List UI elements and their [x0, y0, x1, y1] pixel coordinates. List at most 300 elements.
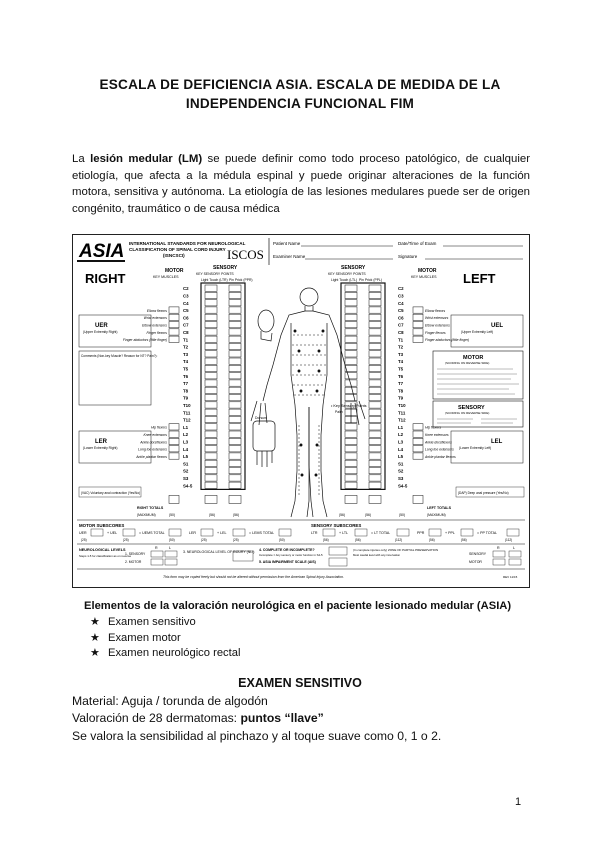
vac-label: (VAC) Voluntary anal contraction (Yes/No): [81, 491, 141, 495]
score-cell: [229, 446, 241, 452]
score-cell: [369, 358, 381, 364]
motor-left-column: [413, 307, 423, 504]
score-cell: [369, 402, 381, 408]
level-label-right: S1: [183, 461, 189, 467]
score-cell: [229, 373, 241, 379]
complete-label: 4. COMPLETE OR INCOMPLETE?: [259, 548, 315, 552]
score-cell: [205, 351, 217, 357]
muscle-label-left: Elbow extensors: [425, 323, 450, 328]
sensory-grading-sub: (SCORING ON REVERSE SIDE): [445, 411, 490, 415]
score-cell: [169, 336, 179, 342]
score-cell: [413, 446, 423, 452]
level-label-left: T9: [398, 395, 404, 401]
sub-lems: = LEMS TOTAL: [249, 531, 275, 535]
score-cell: [205, 468, 217, 474]
score-cell: [205, 431, 217, 437]
level-label-left: T8: [398, 388, 404, 394]
list-item-label: Examen motor: [108, 631, 181, 644]
score-cell: [345, 446, 357, 452]
max-25-c: (25): [201, 538, 207, 542]
level-label-left: S3: [398, 476, 404, 481]
sensory-right-header: SENSORY: [213, 265, 238, 271]
level-label-right: T4: [183, 359, 189, 365]
score-cell: [345, 475, 357, 481]
max-56-d: (56): [461, 538, 467, 542]
elements-list: [84, 615, 544, 662]
level-label-left: L5: [398, 454, 404, 460]
score-cell: [169, 453, 179, 459]
uer-sub: (Upper Extremity Right): [83, 330, 118, 334]
muscle-label-left: Elbow flexors: [425, 308, 446, 313]
score-cell: [345, 438, 357, 444]
complete-sub: Incomplete = Any sensory or motor function in S4-5: [259, 553, 323, 557]
document-title: [60, 75, 540, 113]
score-cell: [205, 395, 217, 401]
score-cell: [229, 424, 241, 430]
right-side-title: RIGHT: [85, 271, 126, 286]
pp-right-column: [229, 285, 241, 503]
score-cell: [345, 329, 357, 335]
score-cell: [229, 307, 241, 313]
level-label-left: T7: [398, 381, 404, 387]
score-cell: [369, 446, 381, 452]
muscle-label-right: Hip flexors: [150, 425, 167, 430]
level-label-right: C2: [183, 286, 189, 292]
sub-lel: + LEL: [217, 531, 227, 535]
form-footer: This form may be copied freely but should not be altered without permission from the American Spinal Injury Association.: [163, 575, 344, 579]
score-cell: [229, 365, 241, 371]
score-cell: [229, 314, 241, 320]
muscle-label-right: Elbow extensors: [142, 323, 167, 328]
muscle-label-right: Elbow flexors: [146, 308, 167, 313]
score-cell: [229, 387, 241, 393]
zpp-motor: MOTOR: [469, 560, 482, 564]
score-cell: [205, 336, 217, 342]
zpp-sensory: SENSORY: [469, 552, 487, 556]
ais-label: 5. ASIA IMPAIRMENT SCALE (AIS): [259, 560, 316, 564]
scale-line: Se valora la sensibilidad al pinchazo y al toque suave como 0, 1 o 2.: [72, 728, 442, 743]
level-labels-right: [183, 286, 193, 488]
level-label-right: C7: [183, 322, 189, 328]
score-cell: [345, 387, 357, 393]
pp-right-label: Pin Prick (PPR): [229, 278, 253, 282]
level-label-left: T12: [398, 417, 406, 423]
lt-left-label: Light Touch (LTL): [331, 278, 358, 282]
score-cell: [413, 329, 423, 335]
iscos-logo: ISCOS: [227, 247, 264, 262]
score-cell: [345, 343, 357, 349]
muscle-label-left: Ankle dorsiflexors: [425, 440, 452, 445]
score-cell: [345, 285, 357, 291]
score-cell: [205, 314, 217, 320]
list-item: [90, 646, 544, 662]
max-50-left: (50): [399, 513, 406, 517]
level-label-left: S1: [398, 461, 404, 467]
level-label-left: C6: [398, 315, 404, 321]
score-cell: [369, 380, 381, 386]
left-totals-label: LEFT TOTALS: [427, 506, 452, 510]
valuation-text: Valoración de 28 dermatomas:: [72, 711, 241, 726]
score-cell: [169, 307, 179, 313]
level-label-right: L3: [183, 439, 189, 445]
level-label-right: C4: [183, 300, 189, 306]
level-label-left: S4-5: [398, 483, 408, 489]
title-line-1: ESCALA DE DEFICIENCIA ASIA. ESCALA DE MEDIDA DE LA: [99, 77, 501, 92]
uer-label: UER: [95, 323, 108, 329]
list-item: [90, 631, 544, 647]
score-cell: [205, 446, 217, 452]
score-cell: [369, 365, 381, 371]
score-cell: [345, 373, 357, 379]
score-cell: [369, 460, 381, 466]
elements-heading: Elementos de la valoración neurológica en el paciente lesionado medular (ASIA): [84, 600, 512, 612]
score-cell: [369, 292, 381, 298]
score-cell: [345, 307, 357, 313]
level-label-right: S4-5: [183, 483, 193, 489]
nli-label: 3. NEUROLOGICAL LEVEL OF INJURY (NLI): [183, 550, 255, 554]
intro-before: La: [72, 153, 91, 165]
muscle-label-left: Finger abductors (little finger): [425, 338, 470, 343]
header-text-1: INTERNATIONAL STANDARDS FOR NEUROLOGICAL: [129, 241, 246, 246]
score-cell: [345, 453, 357, 459]
score-cell: [229, 431, 241, 437]
max-112-a: (112): [395, 538, 403, 542]
page-number: 1: [515, 796, 522, 808]
muscle-label-left: Knee extensors: [425, 433, 449, 437]
score-cell: [205, 475, 217, 481]
level-label-left: S2: [398, 468, 404, 474]
list-item-label: Examen neurológico rectal: [108, 647, 241, 659]
level-label-right: T2: [183, 344, 189, 350]
valuation-line: [72, 710, 532, 727]
score-cell: [345, 482, 357, 488]
score-cell: [369, 307, 381, 313]
lt-right-label: Light Touch (LTR): [201, 278, 228, 282]
muscle-label-right: Knee extensors: [143, 433, 167, 437]
muscle-label-right: Finger flexors: [146, 330, 167, 335]
asia-isncsci-form: [72, 234, 530, 588]
valuation-bold: puntos “llave”: [240, 711, 324, 726]
level-label-left: T10: [398, 403, 406, 408]
score-cell: [205, 424, 217, 430]
patient-name-label: Patient Name: [273, 241, 301, 246]
sub-ler: LER: [189, 531, 196, 535]
level-label-right: T7: [183, 381, 189, 387]
comments-label: Comments (Non-key Muscle? Reason for NT? Pain?):: [81, 354, 158, 358]
muscle-label-left: Wrist extensors: [425, 316, 449, 321]
max-56-b: (56): [355, 538, 361, 542]
sensitive-exam-body: [72, 693, 532, 745]
score-cell: [369, 453, 381, 459]
level-label-right: C3: [183, 293, 189, 299]
r-header: R: [155, 546, 158, 550]
level-label-right: T1: [183, 337, 189, 343]
score-cell: [229, 402, 241, 408]
muscle-label-right: Long toe extensors: [138, 447, 167, 452]
key-sensory-left: KEY SENSORY POINTS: [328, 272, 366, 276]
level-label-right: S2: [183, 468, 189, 474]
level-label-right: S3: [183, 476, 189, 481]
lt-left-column: [345, 285, 357, 503]
score-cell: [169, 446, 179, 452]
muscle-label-left: Finger flexors: [425, 330, 446, 335]
level-label-left: C5: [398, 308, 404, 314]
level-label-left: L2: [398, 432, 404, 438]
score-cell: [205, 285, 217, 291]
level-label-left: T11: [398, 410, 406, 416]
level-labels-left: [398, 286, 408, 488]
zpp-label: (In complete injuries only) ZONE OF PARTIAL PRESERVATION: [353, 548, 439, 552]
level-label-right: T9: [183, 395, 189, 401]
asia-logo: ASIA: [79, 241, 125, 262]
muscle-label-right: Wrist extensors: [143, 316, 167, 321]
level-label-left: T4: [398, 359, 404, 365]
intro-term: lesión medular (LM): [90, 153, 203, 165]
sensory-grading-title: SENSORY: [458, 405, 485, 411]
ler-label: LER: [95, 439, 107, 445]
score-cell: [369, 285, 381, 291]
muscle-label-left: Hip flexors: [425, 425, 442, 430]
score-cell: [229, 329, 241, 335]
motor-left-header: MOTOR: [418, 268, 437, 274]
motor-subscores-title: MOTOR SUBSCORES: [79, 523, 125, 528]
uel-sub: (Upper Extremity Left): [461, 330, 494, 334]
score-cell: [229, 468, 241, 474]
score-cell: [205, 416, 217, 422]
header-text-2: CLASSIFICATION OF SPINAL CORD INJURY: [129, 247, 226, 252]
muscle-label-left: Long toe extensors: [425, 447, 454, 452]
score-cell: [369, 416, 381, 422]
level-label-left: C4: [398, 300, 404, 306]
level-label-left: C7: [398, 322, 404, 328]
pp-left-label: Pin Prick (PPL): [359, 278, 382, 282]
level-label-left: C2: [398, 286, 404, 292]
level-label-left: T3: [398, 351, 404, 357]
score-cell: [169, 314, 179, 320]
date-time-label: Date/Time of Exam: [398, 241, 437, 246]
dap-label: (DAP) Deep anal pressure (Yes/No): [458, 491, 509, 495]
sub-ppl: + PPL: [445, 531, 455, 535]
score-cell: [413, 453, 423, 459]
zpp-l: L: [513, 546, 515, 550]
sub-pp: = PP TOTAL: [477, 531, 498, 535]
total-cell: [169, 495, 179, 503]
ler-sub: (Lower Extremity Right): [83, 446, 118, 450]
score-cell: [345, 460, 357, 466]
score-cell: [345, 314, 357, 320]
muscle-labels-right: [123, 309, 167, 459]
key-sensory-points-note: • Key Sensory Points: [331, 404, 367, 408]
max-56-right-lt: (56): [209, 513, 216, 517]
score-cell: [369, 351, 381, 357]
header-text-3: (ISNCSCI): [163, 253, 185, 258]
total-cell: [345, 495, 357, 503]
score-cell: [345, 395, 357, 401]
level-label-left: T6: [398, 373, 404, 379]
score-cell: [369, 329, 381, 335]
muscle-label-right: Ankle dorsiflexors: [140, 440, 167, 445]
score-cell: [345, 300, 357, 306]
score-cell: [413, 336, 423, 342]
score-cell: [229, 336, 241, 342]
score-cell: [369, 475, 381, 481]
sub-uer: UER: [79, 531, 87, 535]
max-50-right: (50): [169, 513, 176, 517]
score-cell: [229, 292, 241, 298]
score-cell: [205, 307, 217, 313]
score-cell: [413, 431, 423, 437]
score-cell: [413, 307, 423, 313]
score-cell: [205, 453, 217, 459]
form-header: [77, 238, 523, 265]
score-cell: [205, 402, 217, 408]
max-56-right-pp: (56): [233, 513, 240, 517]
total-cell: [369, 495, 381, 503]
list-item: [90, 615, 544, 631]
score-cell: [345, 431, 357, 437]
level-label-right: T3: [183, 351, 189, 357]
score-cell: [205, 343, 217, 349]
level-label-right: C8: [183, 330, 189, 335]
star-icon: ★: [90, 631, 100, 644]
intro-paragraph: [72, 151, 530, 217]
l-header: L: [169, 546, 171, 550]
asia-elements-section: [84, 600, 544, 662]
score-cell: [229, 460, 241, 466]
maximum-left-label: (MAXIMUM): [427, 513, 446, 517]
score-columns: [169, 283, 423, 503]
level-label-right: T8: [183, 388, 189, 394]
score-cell: [229, 358, 241, 364]
max-56-left-pp: (56): [365, 513, 372, 517]
score-cell: [345, 351, 357, 357]
lel-label: LEL: [491, 439, 503, 445]
score-cell: [229, 416, 241, 422]
score-cell: [229, 438, 241, 444]
neuro-levels-sub: Steps 1-5 for classification as on reverse: [79, 554, 132, 558]
score-cell: [413, 424, 423, 430]
score-cell: [229, 475, 241, 481]
sub-uems: = UEMS TOTAL: [139, 531, 165, 535]
sub-ltr: LTR: [311, 531, 318, 535]
motor-right-header: MOTOR: [165, 268, 184, 274]
score-cell: [369, 314, 381, 320]
sensory-subscores-title: SENSORY SUBSCORES: [311, 523, 362, 528]
score-cell: [229, 300, 241, 306]
star-icon: ★: [90, 616, 100, 628]
level-label-left: T2: [398, 344, 404, 350]
asia-form-drawing: [73, 235, 529, 587]
score-cell: [369, 322, 381, 328]
level-label-right: T5: [183, 366, 189, 372]
muscle-label-right: Ankle plantar flexors: [136, 454, 167, 459]
muscle-label-left: Ankle plantar flexors: [425, 454, 456, 459]
max-56-a: (56): [323, 538, 329, 542]
level-label-right: L4: [183, 446, 189, 452]
level-label-right: L1: [183, 424, 189, 430]
score-cell: [169, 424, 179, 430]
sub-ltl: + LTL: [339, 531, 349, 535]
total-cell: [413, 495, 423, 503]
score-cell: [205, 380, 217, 386]
score-cell: [369, 336, 381, 342]
score-cell: [229, 285, 241, 291]
score-cell: [229, 351, 241, 357]
score-cell: [205, 300, 217, 306]
score-cell: [345, 322, 357, 328]
palm-label: Palm: [335, 410, 343, 414]
score-cell: [169, 322, 179, 328]
uel-label: UEL: [491, 323, 503, 329]
level-label-right: T11: [183, 410, 191, 416]
sub-ppr: PPR: [417, 531, 425, 535]
key-muscles-right: KEY MUSCLES: [153, 275, 179, 279]
max-112-b: (112): [505, 538, 513, 542]
score-cell: [369, 343, 381, 349]
score-cell: [205, 373, 217, 379]
max-56-c: (56): [429, 538, 435, 542]
right-totals-label: RIGHT TOTALS: [137, 506, 164, 510]
level-label-left: L3: [398, 439, 404, 445]
score-cell: [345, 292, 357, 298]
level-label-left: C8: [398, 330, 404, 335]
level-label-left: L1: [398, 424, 404, 430]
max-50-a: (50): [169, 538, 175, 542]
score-cell: [369, 431, 381, 437]
score-cell: [345, 424, 357, 430]
sensory-left-header: SENSORY: [341, 265, 366, 271]
score-cell: [205, 292, 217, 298]
score-cell: [205, 322, 217, 328]
score-cell: [369, 387, 381, 393]
level-label-right: T6: [183, 373, 189, 379]
neuro-levels-title: NEUROLOGICAL LEVELS: [79, 548, 126, 552]
score-cell: [205, 387, 217, 393]
score-cell: [205, 460, 217, 466]
score-cell: [369, 468, 381, 474]
key-sensory-right: KEY SENSORY POINTS: [196, 272, 234, 276]
score-cell: [205, 482, 217, 488]
motor-grading-sub: (SCORING ON REVERSE SIDE): [445, 361, 490, 365]
star-icon: ★: [90, 647, 100, 659]
score-cell: [413, 438, 423, 444]
score-cell: [345, 336, 357, 342]
level-label-right: L2: [183, 432, 189, 438]
score-cell: [169, 431, 179, 437]
signature-label: Signature: [398, 254, 418, 259]
sub-lt: = LT TOTAL: [371, 531, 391, 535]
score-cell: [369, 373, 381, 379]
sensory-step: 1. SENSORY: [125, 552, 146, 556]
max-25-a: (25): [81, 538, 87, 542]
level-label-left: C3: [398, 293, 404, 299]
score-cell: [369, 395, 381, 401]
max-56-left-lt: (56): [339, 513, 346, 517]
max-25-d: (25): [233, 538, 239, 542]
zpp-sub: Most caudal level with any innervation: [353, 553, 401, 557]
motor-step: 2. MOTOR: [125, 560, 142, 564]
total-cell: [205, 495, 217, 503]
level-label-right: T10: [183, 403, 191, 408]
level-label-left: T1: [398, 337, 404, 343]
motor-right-column: [169, 307, 179, 504]
examiner-name-label: Examiner Name: [273, 254, 306, 259]
level-label-right: L5: [183, 454, 189, 460]
score-cell: [169, 329, 179, 335]
pp-left-column: [369, 285, 381, 503]
level-label-right: C6: [183, 315, 189, 321]
form-revision: REV 11/15: [503, 575, 518, 579]
